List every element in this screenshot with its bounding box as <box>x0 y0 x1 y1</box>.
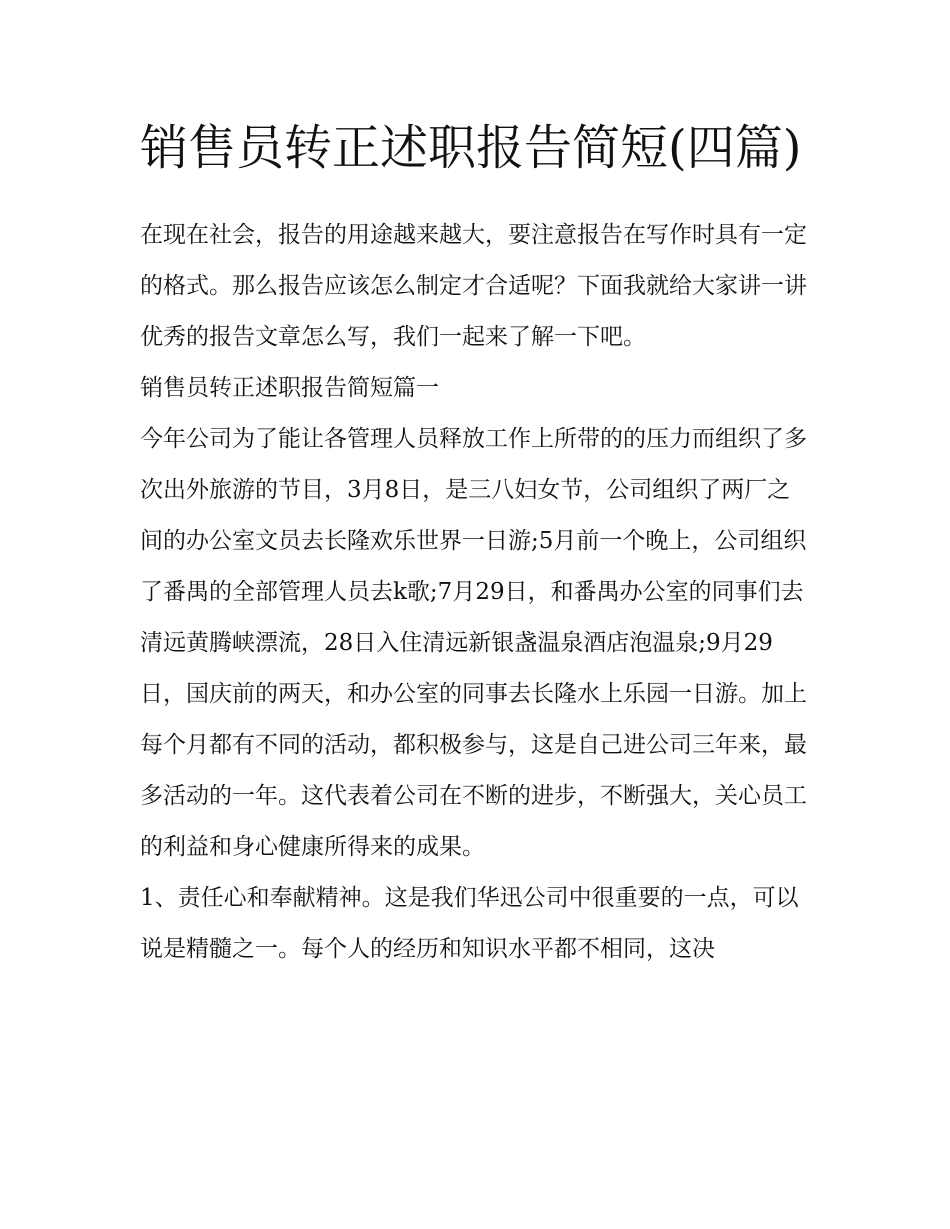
document-body <box>140 210 812 975</box>
body-paragraph-2: 1、责任心和奉献精神。这是我们华迅公司中很重要的一点，可以说是精髓之一。每个人的经历和知识水平都不相同，这决 <box>140 885 799 962</box>
body-paragraph-1: 今年公司为了能让各管理人员释放工作上所带的的压力而组织了多次出外旅游的节目，3月8日，是三八妇女节，公司组织了两厂之间的办公室文员去长隆欢乐世界一日游;5月前一个晚上，公司组织了番禺的全部管理人员去k歌;7月29日，和番禺办公室的同事们去清远黄腾峡漂流，28日入住清远新银盏温泉酒店泡温泉;9月29日，国庆前的两天，和办公室的同事去长隆水上乐园一日游。加上每个月都有不同的活动，都积极参与，这是自己进公司三年来，最多活动的一年。这代表着公司在不断的进步，不断强大，关心员工的利益和身心健康所得来的成果。 <box>140 426 807 860</box>
section-heading: 销售员转正述职报告简短篇一 <box>140 375 439 401</box>
document-title: 销售员转正述职报告简短(四篇) <box>140 120 802 176</box>
intro-paragraph: 在现在社会，报告的用途越来越大，要注意报告在写作时具有一定的格式。那么报告应该怎么制定才合适呢？下面我就给大家讲一讲优秀的报告文章怎么写，我们一起来了解一下吧。 <box>140 222 807 350</box>
document-page <box>140 112 812 975</box>
